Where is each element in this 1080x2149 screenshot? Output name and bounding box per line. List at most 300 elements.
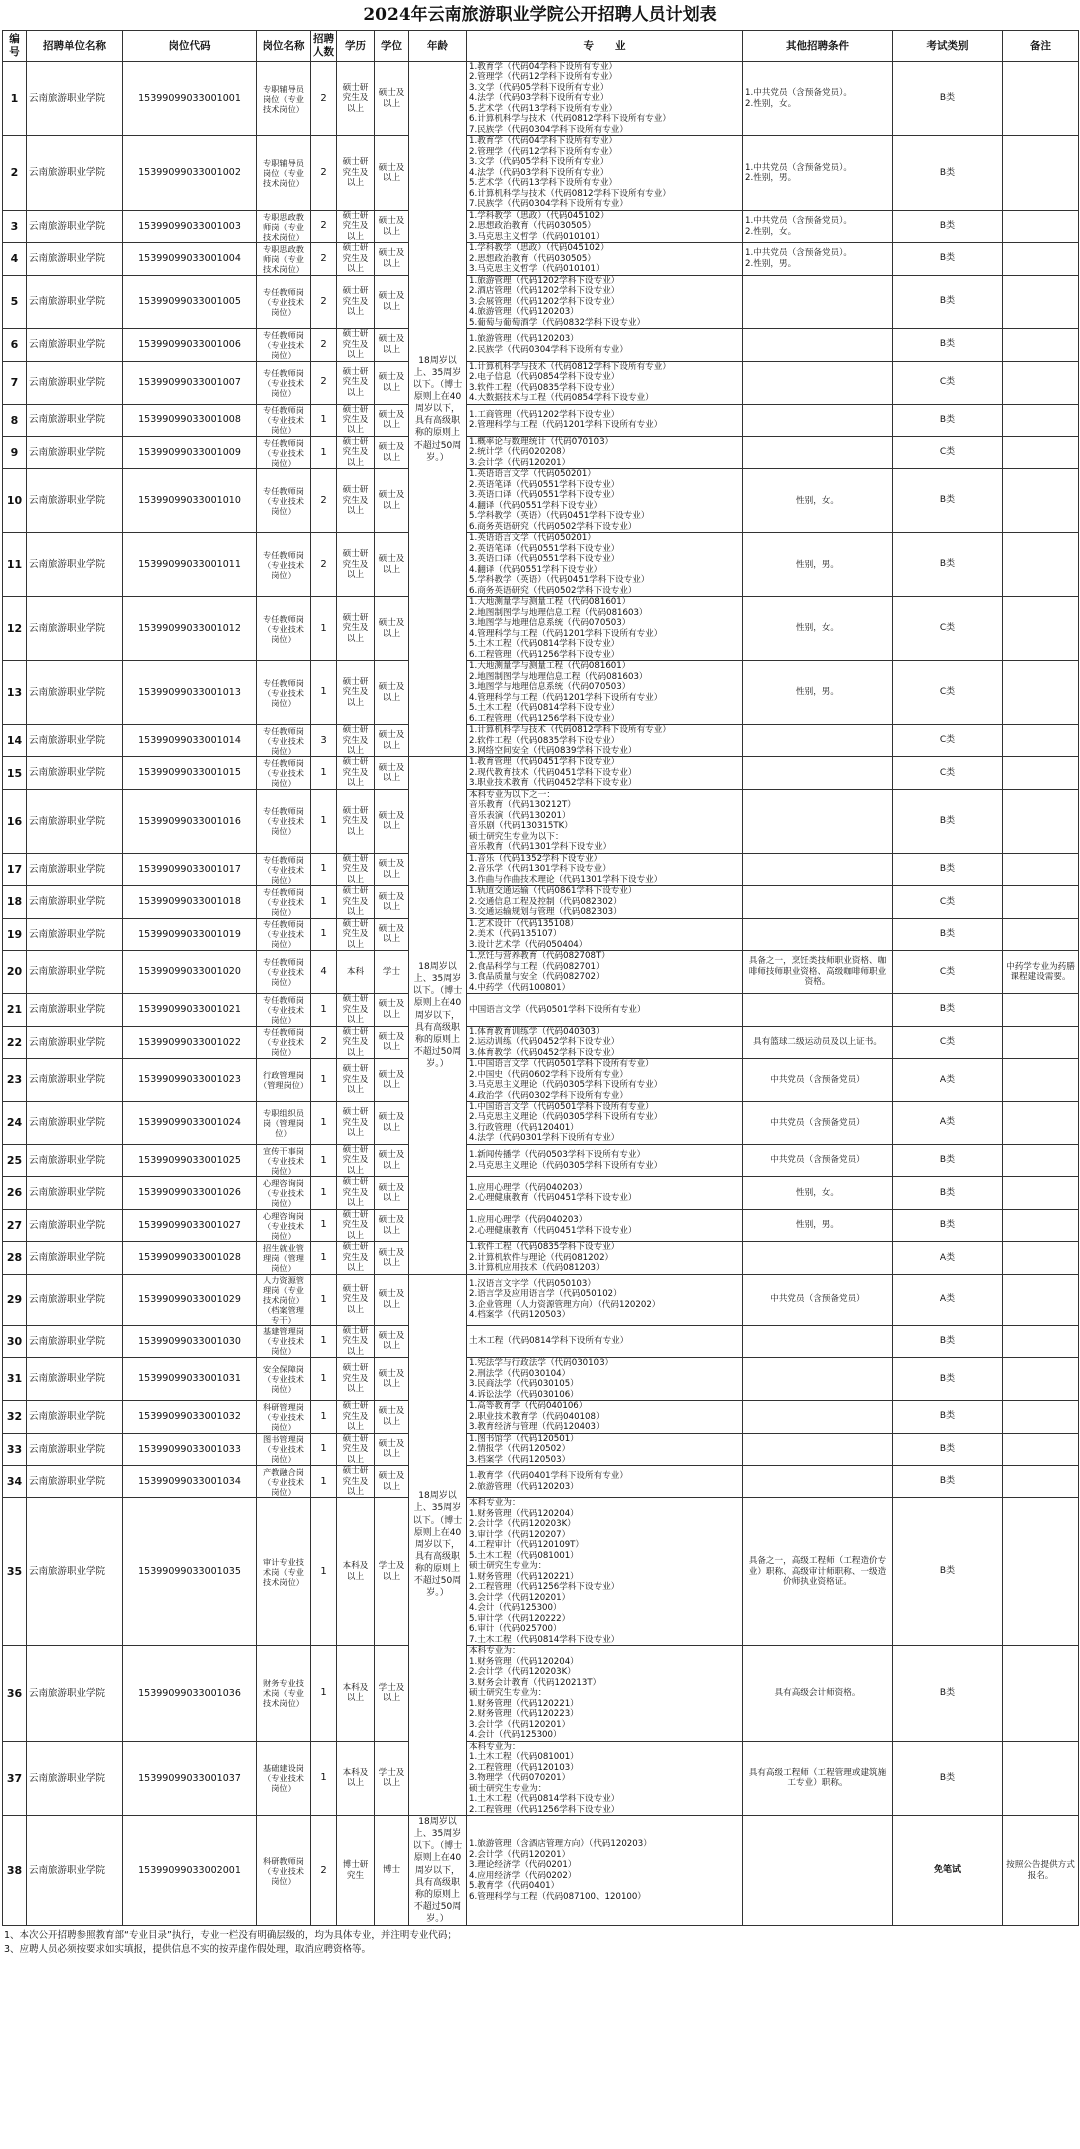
major-requirements: [467, 1274, 743, 1325]
major-line: 1.图书馆学（代码120501）: [469, 1433, 579, 1444]
major-line: 3.食品质量与安全（代码082702）: [469, 972, 605, 983]
headcount: 1: [311, 853, 337, 885]
headcount: 1: [311, 1498, 337, 1646]
row-number: 19: [3, 918, 27, 950]
exam-category: B类: [893, 1646, 1003, 1741]
age-requirement: 18周岁以上、35周岁以下。（博士原则上在40周岁以下，具有高级职称的原则上不超过50周岁。）: [409, 757, 467, 1274]
other-conditions: 中共党员（含预备党员）: [743, 1144, 893, 1176]
major-requirements: [467, 210, 743, 242]
unit-name: 云南旅游职业学院: [27, 1466, 123, 1498]
position-code: 15399099033001005: [123, 275, 257, 328]
position-name: 专任教师岗（专业技术岗位）: [257, 275, 311, 328]
major-line: 4.旅游管理（代码120203）: [469, 307, 579, 318]
major-line: 1.教育学（代码04学科下设所有专业）: [469, 136, 618, 147]
other-conditions: [743, 1401, 893, 1433]
table-row: [3, 1026, 1079, 1058]
position-name: 专任教师岗（专业技术岗位）: [257, 757, 311, 789]
degree: 硕士及以上: [375, 757, 409, 789]
other-conditions: [743, 994, 893, 1026]
unit-name: 云南旅游职业学院: [27, 1401, 123, 1433]
major-line: 1.财务管理（代码120204）: [469, 1656, 579, 1667]
unit-name: 云南旅游职业学院: [27, 136, 123, 210]
column-header: 专 业: [467, 31, 743, 62]
major-requirements: [467, 853, 743, 885]
major-line: 1.应用心理学（代码040203）: [469, 1182, 588, 1193]
major-line: 7.民族学（代码0304学科下设所有专业）: [469, 199, 628, 210]
unit-name: 云南旅游职业学院: [27, 1144, 123, 1176]
remark: [1003, 243, 1079, 275]
major-line: 音乐教育（代码1301学科下设专业）: [469, 842, 612, 853]
table-row: [3, 853, 1079, 885]
remark: [1003, 1466, 1079, 1498]
major-line: 2.旅游管理（代码120203）: [469, 1481, 579, 1492]
major-line: 4.工程审计（代码120109T）: [469, 1540, 585, 1551]
remark: 按照公告提供方式报名。: [1003, 1816, 1079, 1926]
column-header: 学位: [375, 31, 409, 62]
exam-category: B类: [893, 1177, 1003, 1209]
row-number: 1: [3, 62, 27, 136]
degree: 硕士及以上: [375, 1101, 409, 1144]
major-line: 4.应用经济学（代码0202）: [469, 1870, 577, 1881]
major-line: 5.审计学（代码120222）: [469, 1613, 571, 1624]
table-row: [3, 951, 1079, 994]
exam-category: B类: [893, 994, 1003, 1026]
headcount: 2: [311, 210, 337, 242]
remark: [1003, 533, 1079, 597]
row-number: 18: [3, 886, 27, 918]
position-code: 15399099033001029: [123, 1274, 257, 1325]
degree: 硕士及以上: [375, 886, 409, 918]
exam-category: C类: [893, 886, 1003, 918]
other-conditions: [743, 1358, 893, 1401]
other-conditions: [743, 1325, 893, 1357]
position-code: 15399099033001006: [123, 329, 257, 361]
position-code: 15399099033001014: [123, 725, 257, 757]
unit-name: 云南旅游职业学院: [27, 789, 123, 853]
exam-category: A类: [893, 1059, 1003, 1102]
remark: [1003, 853, 1079, 885]
position-code: 15399099033001028: [123, 1242, 257, 1274]
major-line: 3.会计学（代码120201）: [469, 457, 571, 468]
major-line: 4.会计（代码125300）: [469, 1603, 562, 1614]
exam-category: B类: [893, 1325, 1003, 1357]
major-line: 3.交通运输规划与管理（代码082303）: [469, 907, 622, 918]
position-code: 15399099033001023: [123, 1059, 257, 1102]
degree: 硕士及以上: [375, 210, 409, 242]
headcount: 1: [311, 1466, 337, 1498]
headcount: 2: [311, 1026, 337, 1058]
education: 硕士研究生及以上: [337, 757, 375, 789]
column-header: 学历: [337, 31, 375, 62]
position-name: 专任教师岗（专业技术岗位）: [257, 725, 311, 757]
major-line: 3.设计艺术学（代码050404）: [469, 939, 588, 950]
position-name: 基建管理岗（专业技术岗位）: [257, 1325, 311, 1357]
major-line: 2.思想政治教育（代码030505）: [469, 221, 596, 232]
major-line: 2.工程管理（代码1256学科下设专业）: [469, 1804, 620, 1815]
major-line: 6.商务英语研究（代码0502学科下设专业）: [469, 521, 637, 532]
position-code: 15399099033001018: [123, 886, 257, 918]
degree: 硕士及以上: [375, 1401, 409, 1433]
major-line: 2.思想政治教育（代码030505）: [469, 253, 596, 264]
major-requirements: [467, 1498, 743, 1646]
degree: 硕士及以上: [375, 361, 409, 404]
table-row: [3, 1401, 1079, 1433]
major-line: 4.管理科学与工程（代码1201学科下设所有专业）: [469, 628, 663, 639]
other-conditions: 1.中共党员（含预备党员）。 2.性别，女。: [743, 62, 893, 136]
position-code: 15399099033001032: [123, 1401, 257, 1433]
major-line: 1.教育学（代码04学科下设所有专业）: [469, 62, 618, 72]
position-name: 专任教师岗（专业技术岗位）: [257, 853, 311, 885]
headcount: 1: [311, 918, 337, 950]
degree: 硕士及以上: [375, 1274, 409, 1325]
unit-name: 云南旅游职业学院: [27, 725, 123, 757]
headcount: 1: [311, 1059, 337, 1102]
major-line: 2.职业技术教育学（代码040108）: [469, 1411, 605, 1422]
major-line: 2.英语笔译（代码0551学科下设专业）: [469, 543, 620, 554]
major-line: 2.美术（代码135107）: [469, 929, 562, 940]
major-line: 7.土木工程（代码0814学科下设专业）: [469, 1634, 620, 1645]
other-conditions: 性别，男。: [743, 661, 893, 725]
row-number: 11: [3, 533, 27, 597]
row-number: 4: [3, 243, 27, 275]
major-requirements: [467, 886, 743, 918]
education: 本科及以上: [337, 1741, 375, 1815]
position-name: 专任教师岗（专业技术岗位）: [257, 597, 311, 661]
degree: 硕士及以上: [375, 62, 409, 136]
unit-name: 云南旅游职业学院: [27, 1741, 123, 1815]
column-header: 其他招聘条件: [743, 31, 893, 62]
major-line: 1.轨道交通运输（代码0861学科下设专业）: [469, 886, 637, 897]
headcount: 2: [311, 361, 337, 404]
major-line: 3.企业管理（人力资源管理方向）（代码120202）: [469, 1299, 661, 1310]
major-line: 1.旅游管理（代码120203）: [469, 334, 579, 345]
table-row: [3, 886, 1079, 918]
education: 硕士研究生及以上: [337, 275, 375, 328]
exam-category: B类: [893, 469, 1003, 533]
position-code: 15399099033001007: [123, 361, 257, 404]
row-number: 32: [3, 1401, 27, 1433]
major-line: 5.葡萄与葡萄酒学（代码0832学科下设专业）: [469, 317, 646, 328]
major-line: 6.管理科学与工程（代码087100、120100）: [469, 1891, 646, 1902]
education: 硕士研究生及以上: [337, 1177, 375, 1209]
other-conditions: [743, 329, 893, 361]
row-number: 14: [3, 725, 27, 757]
education: 硕士研究生及以上: [337, 469, 375, 533]
other-conditions: [743, 757, 893, 789]
position-code: 15399099033001015: [123, 757, 257, 789]
major-line: 2.刑法学（代码030104）: [469, 1368, 571, 1379]
major-line: 2.电子信息（代码0854学科下设专业）: [469, 372, 620, 383]
unit-name: 云南旅游职业学院: [27, 1816, 123, 1926]
major-line: 1.应用心理学（代码040203）: [469, 1215, 588, 1226]
table-row: [3, 1466, 1079, 1498]
major-line: 2.音乐学（代码1301学科下设专业）: [469, 864, 611, 875]
education: 硕士研究生及以上: [337, 1433, 375, 1465]
footnote: 1、本次公开招聘参照教育部“专业目录”执行，专业一栏没有明确层级的，均为具体专业，并注明专业代码；: [4, 1930, 457, 1942]
degree: 硕士及以上: [375, 533, 409, 597]
position-name: 行政管理岗（管理岗位）: [257, 1059, 311, 1102]
major-line: 1.财务管理（代码120221）: [469, 1571, 579, 1582]
major-line: 2.管理科学与工程（代码1201学科下设所有专业）: [469, 420, 663, 431]
major-line: 2.工程管理（代码1256学科下设专业）: [469, 1582, 620, 1593]
row-number: 27: [3, 1209, 27, 1241]
degree: 学士及以上: [375, 1741, 409, 1815]
table-row: [3, 1242, 1079, 1274]
table-row: [3, 404, 1079, 436]
education: 本科及以上: [337, 1646, 375, 1741]
major-requirements: [467, 1101, 743, 1144]
position-name: 心理咨询岗（专业技术岗位）: [257, 1209, 311, 1241]
remark: [1003, 597, 1079, 661]
major-line: 3.英语口译（代码0551学科下设专业）: [469, 554, 620, 565]
exam-category: B类: [893, 853, 1003, 885]
major-line: 4.政治学（代码0302学科下设所有专业）: [469, 1090, 628, 1101]
row-number: 21: [3, 994, 27, 1026]
headcount: 1: [311, 757, 337, 789]
major-line: 3.作曲与作曲技术理论（代码1301学科下设专业）: [469, 874, 663, 885]
education: 硕士研究生及以上: [337, 1401, 375, 1433]
major-line: 音乐表演（代码130201）: [469, 810, 571, 821]
education: 硕士研究生及以上: [337, 1101, 375, 1144]
unit-name: 云南旅游职业学院: [27, 1274, 123, 1325]
education: 硕士研究生及以上: [337, 1466, 375, 1498]
major-line: 1.学科教学（思政）（代码045102）: [469, 210, 609, 221]
major-line: 2.会计学（代码120203K）: [469, 1519, 576, 1530]
degree: 硕士及以上: [375, 136, 409, 210]
other-conditions: 1.中共党员（含预备党员）。 2.性别，男。: [743, 136, 893, 210]
major-line: 本科专业为：: [469, 1498, 521, 1509]
headcount: 1: [311, 1433, 337, 1465]
unit-name: 云南旅游职业学院: [27, 1177, 123, 1209]
age-requirement: 18周岁以上、35周岁以下。（博士原则上在40周岁以下，具有高级职称的原则上不超过50周岁。）: [409, 1816, 467, 1926]
major-line: 2.软件工程（代码0835学科下设专业）: [469, 735, 620, 746]
other-conditions: [743, 361, 893, 404]
unit-name: 云南旅游职业学院: [27, 886, 123, 918]
remark: [1003, 725, 1079, 757]
degree: 硕士及以上: [375, 1177, 409, 1209]
major-line: 3.教育经济与管理（代码120403）: [469, 1422, 605, 1433]
row-number: 10: [3, 469, 27, 533]
major-line: 5.艺术学（代码13学科下设所有专业）: [469, 178, 618, 189]
remark: [1003, 1059, 1079, 1102]
major-line: 4.翻译（代码0551学科下设专业）: [469, 564, 603, 575]
major-line: 2.心理健康教育（代码0451学科下设专业）: [469, 1193, 637, 1204]
major-line: 3.职业技术教育（代码0452学科下设专业）: [469, 778, 637, 789]
position-name: 审计专业技术岗（专业技术岗位）: [257, 1498, 311, 1646]
major-requirements: [467, 1401, 743, 1433]
headcount: 1: [311, 1741, 337, 1815]
other-conditions: [743, 1242, 893, 1274]
remark: [1003, 1274, 1079, 1325]
major-line: 4.翻译（代码0551学科下设专业）: [469, 500, 603, 511]
unit-name: 云南旅游职业学院: [27, 1646, 123, 1741]
major-requirements: [467, 1209, 743, 1241]
position-name: 专任教师岗（专业技术岗位）: [257, 469, 311, 533]
major-line: 2.中国史（代码0602学科下设所有专业）: [469, 1069, 628, 1080]
exam-category: B类: [893, 1741, 1003, 1815]
degree: 学士: [375, 951, 409, 994]
position-code: 15399099033001030: [123, 1325, 257, 1357]
column-header: 招聘人数: [311, 31, 337, 62]
table-row: [3, 243, 1079, 275]
major-requirements: [467, 1646, 743, 1741]
position-name: 财务专业技术岗（专业技术岗位）: [257, 1646, 311, 1741]
major-line: 本科专业为以下之一：: [469, 789, 555, 800]
position-code: 15399099033001016: [123, 789, 257, 853]
education: 硕士研究生及以上: [337, 1209, 375, 1241]
education: 硕士研究生及以上: [337, 994, 375, 1026]
major-requirements: [467, 1177, 743, 1209]
other-conditions: [743, 1816, 893, 1926]
major-line: 1.英语语言文学（代码050201）: [469, 533, 596, 544]
major-requirements: [467, 404, 743, 436]
position-name: 专任教师岗（专业技术岗位）: [257, 404, 311, 436]
education: 硕士研究生及以上: [337, 725, 375, 757]
exam-category: B类: [893, 210, 1003, 242]
major-line: 2.地图制图学与地理信息工程（代码081603）: [469, 671, 648, 682]
row-number: 8: [3, 404, 27, 436]
major-line: 1.工商管理（代码1202学科下设专业）: [469, 409, 620, 420]
degree: 硕士及以上: [375, 789, 409, 853]
major-line: 1.旅游管理（含酒店管理方向）（代码120203）: [469, 1839, 652, 1850]
major-line: 6.计算机科学与技术（代码0812学科下设所有专业）: [469, 188, 671, 199]
row-number: 5: [3, 275, 27, 328]
major-line: 2.财务管理（代码120223）: [469, 1709, 579, 1720]
row-number: 6: [3, 329, 27, 361]
degree: 硕士及以上: [375, 404, 409, 436]
major-line: 2.交通信息工程及控制（代码082302）: [469, 896, 622, 907]
major-line: 硕士研究生专业为：: [469, 1783, 547, 1794]
unit-name: 云南旅游职业学院: [27, 1242, 123, 1274]
major-requirements: [467, 1741, 743, 1815]
education: 硕士研究生及以上: [337, 210, 375, 242]
exam-category: B类: [893, 918, 1003, 950]
headcount: 1: [311, 1209, 337, 1241]
table-row: [3, 1144, 1079, 1176]
position-name: 专职辅导员岗位（专业技术岗位）: [257, 62, 311, 136]
row-number: 20: [3, 951, 27, 994]
position-name: 基础建设岗（专业技术岗位）: [257, 1741, 311, 1815]
degree: 硕士及以上: [375, 1466, 409, 1498]
remark: [1003, 404, 1079, 436]
education: 硕士研究生及以上: [337, 404, 375, 436]
unit-name: 云南旅游职业学院: [27, 757, 123, 789]
headcount: 1: [311, 1144, 337, 1176]
degree: 硕士及以上: [375, 994, 409, 1026]
major-line: 6.工程管理（代码1256学科下设专业）: [469, 713, 620, 724]
major-line: 3.会计学（代码120201）: [469, 1719, 571, 1730]
unit-name: 云南旅游职业学院: [27, 994, 123, 1026]
other-conditions: 1.中共党员（含预备党员）。 2.性别，男。: [743, 243, 893, 275]
table-row: [3, 1433, 1079, 1465]
major-line: 3.文学（代码05学科下设所有专业）: [469, 157, 609, 168]
table-row: [3, 1741, 1079, 1815]
unit-name: 云南旅游职业学院: [27, 469, 123, 533]
row-number: 12: [3, 597, 27, 661]
other-conditions: 具备之一，烹饪类技师职业资格、咖啡师技师职业资格、高级咖啡师职业资格。: [743, 951, 893, 994]
other-conditions: [743, 1466, 893, 1498]
unit-name: 云南旅游职业学院: [27, 1325, 123, 1357]
major-line: 3.体育教学（代码0452学科下设专业）: [469, 1047, 620, 1058]
unit-name: 云南旅游职业学院: [27, 62, 123, 136]
recruitment-table: [2, 30, 1079, 1926]
major-requirements: [467, 1358, 743, 1401]
headcount: 1: [311, 1325, 337, 1357]
exam-category: B类: [893, 275, 1003, 328]
major-line: 2.情报学（代码120502）: [469, 1444, 571, 1455]
major-line: 2.统计学（代码020208）: [469, 447, 571, 458]
other-conditions: 中共党员（含预备党员）: [743, 1059, 893, 1102]
table-row: [3, 62, 1079, 136]
major-requirements: [467, 469, 743, 533]
table-row: [3, 436, 1079, 468]
position-code: 15399099033001021: [123, 994, 257, 1026]
major-line: 2.心理健康教育（代码0451学科下设专业）: [469, 1225, 637, 1236]
row-number: 22: [3, 1026, 27, 1058]
education: 硕士研究生及以上: [337, 853, 375, 885]
remark: [1003, 361, 1079, 404]
unit-name: 云南旅游职业学院: [27, 918, 123, 950]
major-requirements: [467, 1144, 743, 1176]
position-name: 专任教师岗（专业技术岗位）: [257, 533, 311, 597]
header-row: [3, 31, 1079, 62]
major-line: 1.大地测量学与测量工程（代码081601）: [469, 661, 631, 672]
remark: [1003, 1101, 1079, 1144]
remark: [1003, 329, 1079, 361]
major-line: 3.英语口译（代码0551学科下设专业）: [469, 490, 620, 501]
exam-category: B类: [893, 62, 1003, 136]
table-row: [3, 1101, 1079, 1144]
table-row: [3, 1209, 1079, 1241]
position-code: 15399099033001008: [123, 404, 257, 436]
table-row: [3, 1177, 1079, 1209]
position-code: 15399099033001037: [123, 1741, 257, 1815]
exam-category: B类: [893, 243, 1003, 275]
other-conditions: 性别，女。: [743, 1177, 893, 1209]
table-row: [3, 918, 1079, 950]
major-line: 3.档案学（代码120503）: [469, 1454, 571, 1465]
exam-category: A类: [893, 1274, 1003, 1325]
position-code: 15399099033001002: [123, 136, 257, 210]
education: 硕士研究生及以上: [337, 1274, 375, 1325]
other-conditions: [743, 404, 893, 436]
remark: [1003, 1209, 1079, 1241]
other-conditions: 性别，男。: [743, 533, 893, 597]
position-code: 15399099033001004: [123, 243, 257, 275]
major-requirements: [467, 1026, 743, 1058]
major-requirements: [467, 1816, 743, 1926]
major-line: 5.土木工程（代码081001）: [469, 1550, 579, 1561]
major-line: 2.民族学（代码0304学科下设所有专业）: [469, 344, 628, 355]
major-line: 2.管理学（代码12学科下设所有专业）: [469, 146, 618, 157]
degree: 学士及以上: [375, 1646, 409, 1741]
remark: [1003, 661, 1079, 725]
major-line: 3.民商法学（代码030105）: [469, 1379, 579, 1390]
major-line: 音乐剧（代码130315TK）: [469, 821, 573, 832]
major-line: 2.语言学及应用语言学（代码050102）: [469, 1289, 622, 1300]
headcount: 1: [311, 1101, 337, 1144]
column-header: 编号: [3, 31, 27, 62]
other-conditions: [743, 853, 893, 885]
exam-category: A类: [893, 1242, 1003, 1274]
major-line: 5.学科教学（英语）（代码0451学科下设专业）: [469, 575, 650, 586]
unit-name: 云南旅游职业学院: [27, 597, 123, 661]
major-requirements: [467, 533, 743, 597]
major-line: 硕士研究生专业为：: [469, 1688, 547, 1699]
major-line: 2.现代教育技术（代码0451学科下设专业）: [469, 767, 637, 778]
footnote: 3、应聘人员必须按要求如实填报，提供信息不实的按弄虚作假处理，取消应聘资格等。: [4, 1944, 372, 1956]
other-conditions: 性别，女。: [743, 469, 893, 533]
